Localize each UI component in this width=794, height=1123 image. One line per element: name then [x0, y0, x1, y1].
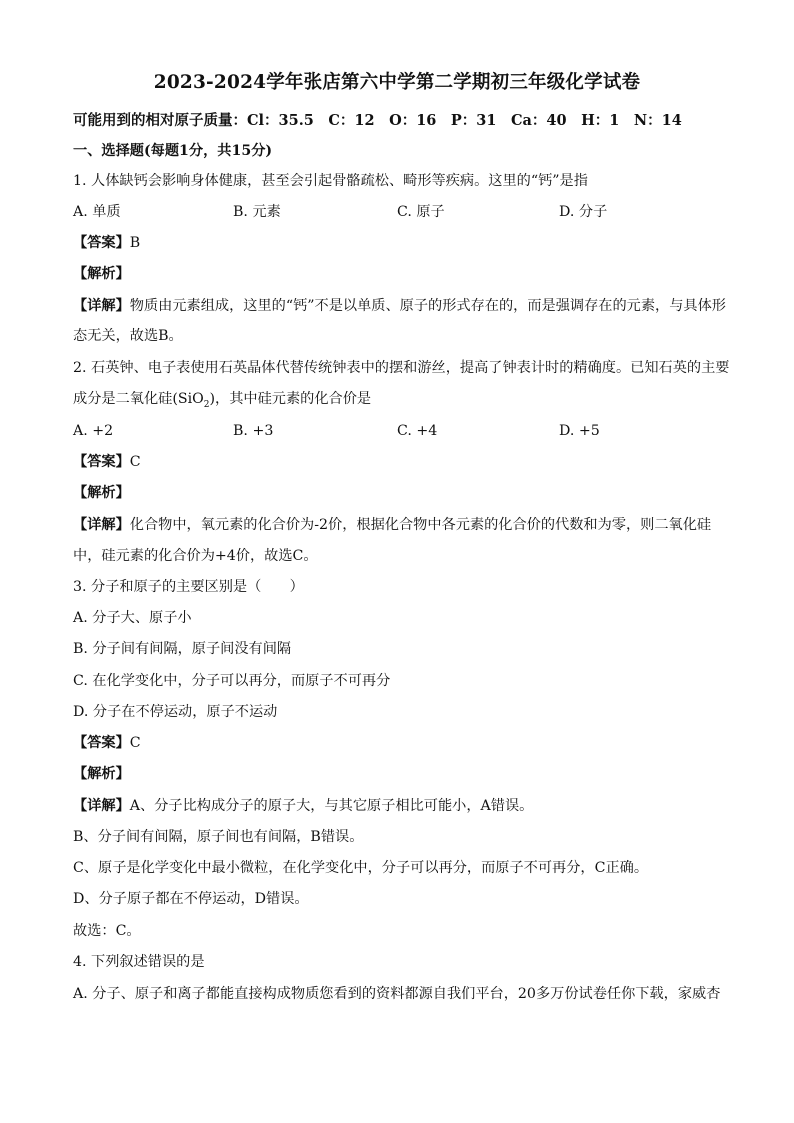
q1-analysis-label: 【解析】 [73, 266, 130, 282]
q3-conclusion: 故选：C。 [73, 923, 141, 939]
answer-value: C [129, 735, 141, 751]
detail-text: 化合物中，氧元素的化合价为-2价，根据化合物中各元素的化合价的代数和为零，则二氧化硅 [129, 517, 712, 533]
stem-part: 成分是二氧化硅(SiO [73, 391, 204, 407]
q2-analysis-label: 【解析】 [73, 485, 130, 501]
q3-option-c: C. 在化学变化中，分子可以再分，而原子不可再分 [73, 673, 391, 689]
q3-option-b: B. 分子间有间隔，原子间没有间隔 [73, 641, 292, 657]
q3-option-a: A. 分子大、原子小 [73, 610, 192, 626]
q1-answer [73, 233, 140, 253]
question-4-stem: 4. 下列叙述错误的是 [73, 954, 205, 970]
section-heading: 一、选择题(每题1分，共15分) [73, 143, 273, 159]
question-2-stem-line-1: 2. 石英钟、电子表使用石英晶体代替传统钟表中的摆和游丝，提高了钟表计时的精确度。已知石英的主要 [73, 360, 730, 376]
q1-option-d: D. 分子 [559, 204, 608, 220]
question-2-stem-line-2 [73, 389, 371, 415]
q2-option-d: D. +5 [559, 423, 600, 439]
q2-answer [73, 452, 141, 472]
answer-label: 【答案】 [73, 454, 130, 470]
q1-option-a: A. 单质 [73, 204, 121, 220]
detail-label: 【详解】 [73, 798, 130, 814]
answer-value: B [129, 235, 141, 251]
q3-detail-a [73, 796, 533, 816]
answer-label: 【答案】 [73, 735, 130, 751]
answer-label: 【答案】 [73, 235, 130, 251]
subscript: 2 [203, 399, 210, 410]
question-1-stem: 1. 人体缺钙会影响身体健康，甚至会引起骨骼疏松、畸形等疾病。这里的“钙”是指 [73, 173, 588, 189]
detail-text: A、分子比构成分子的原子大，与其它原子相比可能小，A错误。 [129, 798, 534, 814]
q3-analysis-label: 【解析】 [73, 766, 130, 782]
q3-option-d: D. 分子在不停运动，原子不运动 [73, 704, 278, 720]
q3-detail-d: D、分子原子都在不停运动，D错误。 [73, 891, 309, 907]
exam-title: 2023-2024学年张店第六中学第二学期初三年级化学试卷 [153, 72, 641, 93]
q1-option-c: C. 原子 [397, 204, 445, 220]
q2-detail-line-1 [73, 515, 711, 535]
detail-label: 【详解】 [73, 517, 130, 533]
q4-option-a: A. 分子、原子和离子都能直接构成物质您看到的资料都源自我们平台，20多万份试卷任你下载，家威杏 [73, 986, 721, 1002]
q2-option-c: C. +4 [397, 423, 438, 439]
q1-detail-line-2: 态无关，故选B。 [73, 328, 183, 344]
q2-option-b: B. +3 [233, 423, 274, 439]
atomic-masses: 可能用到的相对原子质量：Cl：35.5 C：12 O：16 P：31 Ca：40 H：1 N：14 [73, 112, 682, 129]
q3-detail-c: C、原子是化学变化中最小微粒，在化学变化中，分子可以再分，而原子不可再分，C正确。 [73, 860, 649, 876]
q2-option-a: A. +2 [73, 423, 114, 439]
answer-value: C [129, 454, 141, 470]
q1-option-b: B. 元素 [233, 204, 281, 220]
question-3-stem: 3. 分子和原子的主要区别是（ ） [73, 579, 304, 595]
stem-part: )，其中硅元素的化合价是 [209, 391, 372, 407]
detail-text: 物质由元素组成，这里的“钙”不是以单质、原子的形式存在的，而是强调存在的元素，与具体形 [129, 298, 726, 314]
q3-detail-b: B、分子间有间隔，原子间也有间隔，B错误。 [73, 829, 364, 845]
q3-answer [73, 733, 141, 753]
q1-detail-line-1 [73, 296, 726, 316]
detail-label: 【详解】 [73, 298, 130, 314]
q2-detail-line-2: 中，硅元素的化合价为+4价，故选C。 [73, 548, 318, 564]
